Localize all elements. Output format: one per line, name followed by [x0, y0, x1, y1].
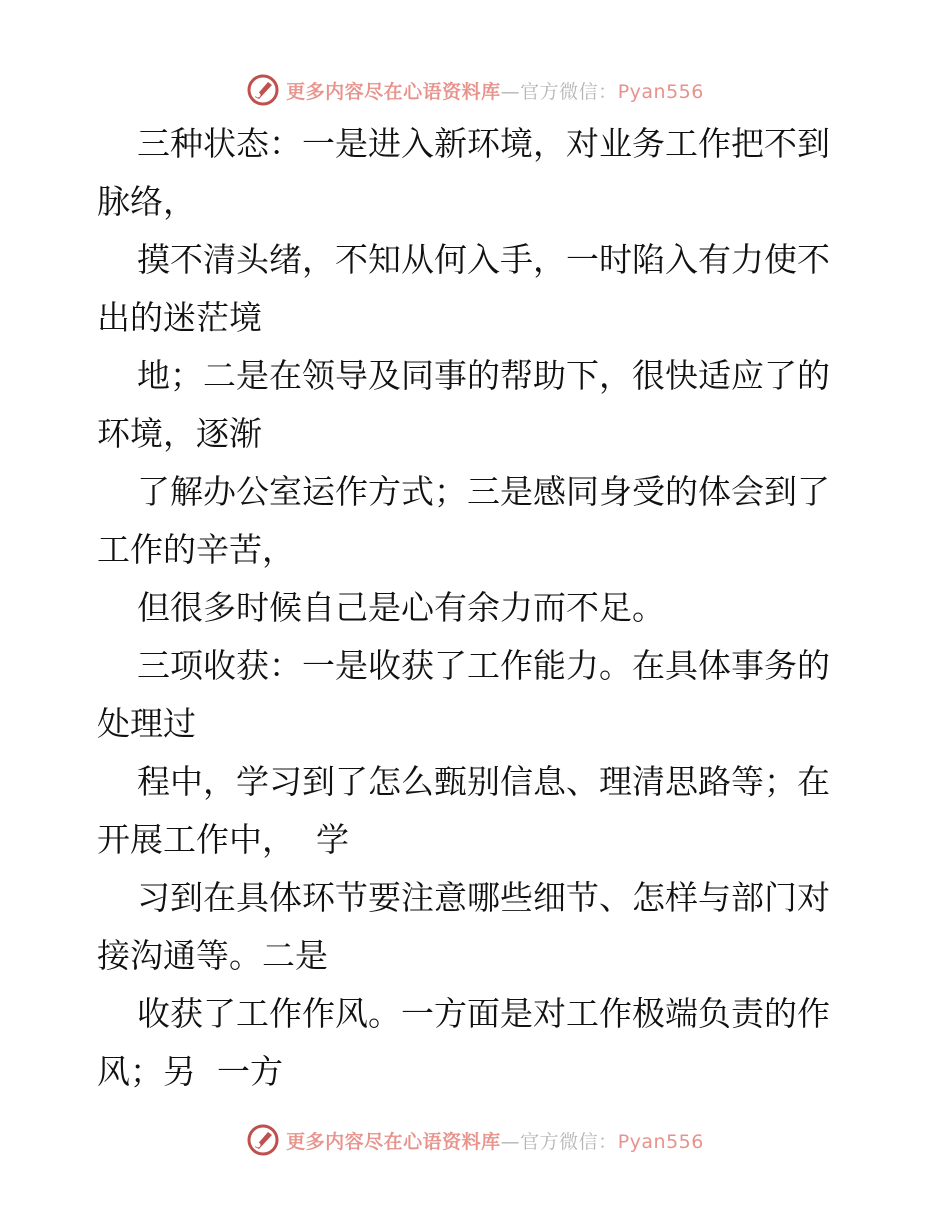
paragraph-text: 三项收获：一是收获了工作能力。在具体事务的处理过 — [97, 646, 830, 743]
paragraph — [97, 753, 857, 869]
paragraph — [97, 869, 857, 985]
paragraph — [97, 463, 857, 579]
document-body — [97, 115, 857, 1101]
paragraph-text: 程中，学习到了怎么甄别信息、理清思路等；在开展工作中， 学 — [97, 762, 830, 859]
footer-wechat-label: 官方微信： — [520, 1130, 618, 1153]
brand-logo-icon — [246, 1123, 280, 1157]
paragraph-text: 但很多时候自己是心有余力而不足。 — [137, 588, 665, 627]
paragraph-text: 习到在具体环节要注意哪些细节、怎样与部门对接沟通等。二是 — [97, 878, 830, 975]
paragraph — [97, 637, 857, 753]
paragraph-text: 摸不清头绪，不知从何入手，一时陷入有力使不出的迷茫境 — [97, 240, 830, 337]
header-dash: — — [500, 80, 521, 103]
paragraph-text: 收获了工作作风。一方面是对工作极端负责的作风；另 一方 — [97, 994, 830, 1091]
footer-text — [286, 1127, 704, 1154]
brand-logo-icon — [246, 73, 280, 107]
paragraph — [97, 347, 857, 463]
header-wechat-id: Pyan556 — [617, 80, 704, 103]
header-banner — [0, 70, 950, 110]
paragraph — [97, 115, 857, 231]
header-wechat-label: 官方微信： — [520, 80, 618, 103]
header-text — [286, 77, 704, 104]
header-brand: 更多内容尽在心语资料库 — [286, 80, 501, 103]
paragraph — [97, 231, 857, 347]
footer-brand: 更多内容尽在心语资料库 — [286, 1130, 501, 1153]
paragraph — [97, 579, 857, 637]
paragraph-text: 地；二是在领导及同事的帮助下，很快适应了的环境，逐渐 — [97, 356, 830, 453]
footer-dash: — — [500, 1130, 521, 1153]
paragraph-text: 三种状态：一是进入新环境，对业务工作把不到脉络， — [97, 124, 830, 221]
footer-banner — [0, 1120, 950, 1160]
footer-wechat-id: Pyan556 — [617, 1130, 704, 1153]
paragraph — [97, 985, 857, 1101]
paragraph-text: 了解办公室运作方式；三是感同身受的体会到了工作的辛苦， — [97, 472, 830, 569]
